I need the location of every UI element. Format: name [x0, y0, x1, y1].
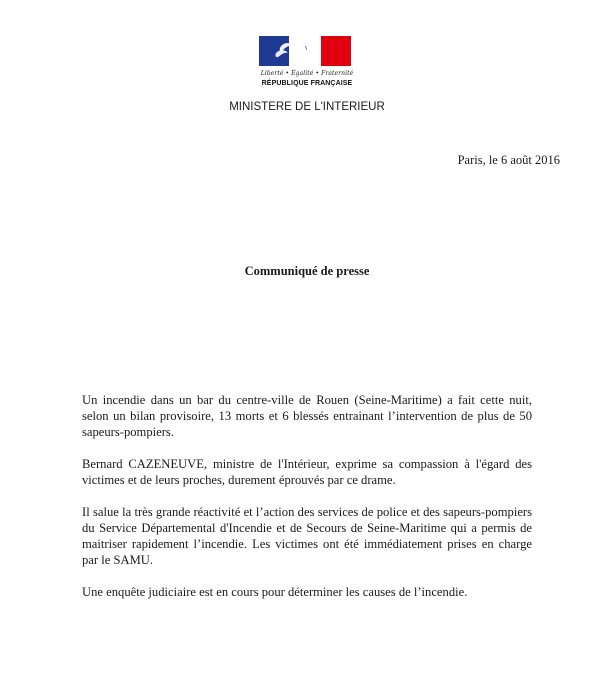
date-line: Paris, le 6 août 2016	[457, 153, 560, 167]
paragraph-investigation: Une enquête judiciaire est en cours pour déterminer les causes de l’incendie.	[82, 585, 468, 599]
paragraph-services: Il salue la très grande réactivité et l’action des services de police et des sapeurs-pompiers du Service Départemental d'Incendie et de Secours de Seine-Maritime qui a permis de maitriser rapidement l’incendie. Les victimes ont été immédiatement prises en charge par le SAMU.	[82, 505, 532, 567]
document-title: Communiqué de presse	[244, 264, 370, 278]
paragraph-fire: Un incendie dans un bar du centre-ville de Rouen (Seine-Maritime) a fait cette nuit, selon un bilan provisoire, 13 morts et 6 blessés entrainant l’intervention de plus de 50 sapeurs-pompiers.	[82, 393, 532, 439]
marianne-flag-icon	[259, 36, 355, 70]
ministry-name: MINISTERE DE L'INTERIEUR	[229, 101, 385, 113]
paragraph-minister: Bernard CAZENEUVE, ministre de l'Intérieur, exprime sa compassion à l'égard des victimes et de leurs proches, durement éprouvés par ce drame.	[82, 457, 532, 487]
logo-motto: Liberté • Égalité • Fraternité	[260, 70, 354, 77]
marianne-logo	[259, 36, 355, 98]
logo-republic-label: RÉPUBLIQUE FRANÇAISE	[261, 80, 353, 87]
press-release-body	[82, 392, 532, 616]
